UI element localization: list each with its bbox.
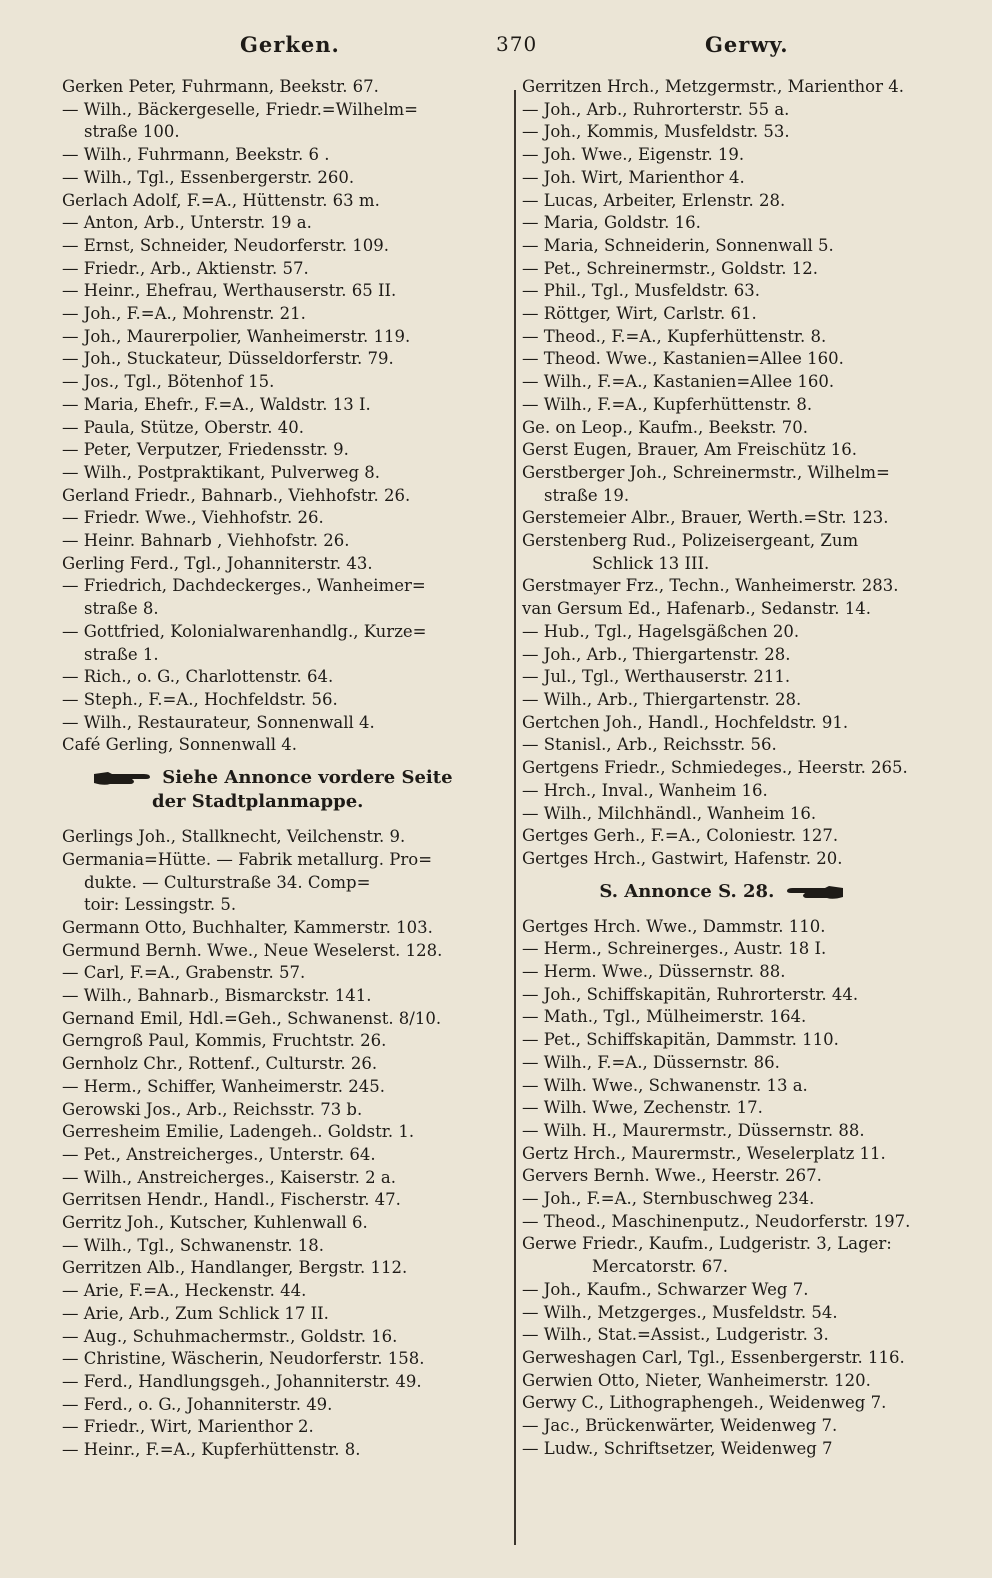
- directory-entry: Gerlings Joh., Stallknecht, Veilchenstr. 9.: [62, 827, 406, 847]
- directory-entry: — Wilh., Milchhändl., Wanheim 16.: [522, 803, 817, 823]
- directory-entry: Gerling Ferd., Tgl., Johanniterstr. 43.: [62, 553, 373, 573]
- directory-entry: Gertgens Friedr., Schmiedeges., Heerstr. 265.: [522, 758, 908, 778]
- directory-entry: Gerstenberg Rud., Polizeisergeant, Zum: [522, 531, 859, 551]
- pointing-hand-icon: [781, 882, 845, 902]
- directory-entry: — Joh., Kaufm., Schwarzer Weg 7.: [522, 1279, 809, 1299]
- right-entries-top: [522, 76, 962, 871]
- directory-entry: — Joh., Schiffskapitän, Ruhrorterstr. 44.: [522, 984, 859, 1004]
- directory-entry: — Joh., F.=A., Sternbuschweg 234.: [522, 1189, 815, 1209]
- directory-entry: — Hrch., Inval., Wanheim 16.: [522, 780, 768, 800]
- directory-entry: — Joh. Wirt, Marienthor 4.: [522, 167, 745, 187]
- directory-entry: — Heinr. Bahnarb , Viehhofstr. 26.: [62, 531, 350, 551]
- right-entries-bottom: [522, 916, 962, 1461]
- directory-entry: — Lucas, Arbeiter, Erlenstr. 28.: [522, 190, 786, 210]
- directory-entry: — Christine, Wäscherin, Neudorferstr. 158.: [62, 1349, 425, 1369]
- directory-entry: — Wilh., F.=A., Düssernstr. 86.: [522, 1052, 780, 1072]
- directory-entry: — Wilh., Restaurateur, Sonnenwall 4.: [62, 712, 375, 732]
- directory-entry: Gerstmayer Frz., Techn., Wanheimerstr. 283.: [522, 576, 899, 596]
- directory-entry: Café Gerling, Sonnenwall 4.: [62, 735, 298, 755]
- directory-entry: Gertchen Joh., Handl., Hochfeldstr. 91.: [522, 712, 849, 732]
- directory-entry: — Theod. Wwe., Kastanien=Allee 160.: [522, 349, 844, 369]
- directory-entry: Gerst Eugen, Brauer, Am Freischütz 16.: [522, 440, 858, 460]
- right-column: [522, 76, 962, 1460]
- directory-entry: — Herm. Wwe., Düssernstr. 88.: [522, 962, 786, 982]
- directory-entry: — Ludw., Schriftsetzer, Weidenweg 7: [522, 1438, 833, 1458]
- directory-entry: van Gersum Ed., Hafenarb., Sedanstr. 14.: [522, 599, 871, 619]
- directory-entry: — Wilh. Wwe, Zechenstr. 17.: [522, 1098, 763, 1118]
- directory-entry: Gervers Bernh. Wwe., Heerstr. 267.: [522, 1166, 822, 1186]
- directory-entry: — Wilh., Anstreicherges., Kaiserstr. 2 a.: [62, 1167, 396, 1187]
- left-entries-bottom: [62, 826, 502, 1462]
- directory-entry: — Joh., Stuckateur, Düsseldorferstr. 79.: [62, 349, 394, 369]
- directory-entry: — Phil., Tgl., Musfeldstr. 63.: [522, 281, 760, 301]
- directory-entry: — Wilh., Bahnarb., Bismarckstr. 141.: [62, 986, 372, 1006]
- directory-entry: — Joh., Arb., Thiergartenstr. 28.: [522, 644, 791, 664]
- page-number: 370: [496, 32, 538, 56]
- directory-entry: Gerwien Otto, Nieter, Wanheimerstr. 120.: [522, 1370, 871, 1390]
- directory-entry: — Pet., Schiffskapitän, Dammstr. 110.: [522, 1030, 839, 1050]
- directory-entry: — Joh. Wwe., Eigenstr. 19.: [522, 145, 745, 165]
- directory-entry: — Arie, Arb., Zum Schlick 17 II.: [62, 1303, 329, 1323]
- directory-entry: — Rich., o. G., Charlottenstr. 64.: [62, 667, 334, 687]
- directory-entry: — Herm., Schreinerges., Austr. 18 I.: [522, 939, 827, 959]
- directory-entry: straße 100.: [84, 122, 180, 142]
- directory-entry: — Wilh., F.=A., Kupferhüttenstr. 8.: [522, 394, 813, 414]
- directory-entry: Germund Bernh. Wwe., Neue Weselerst. 128.: [62, 940, 443, 960]
- directory-entry: Germania=Hütte. — Fabrik metallurg. Pro=: [62, 849, 433, 869]
- directory-entry: Gerritzen Hrch., Metzgermstr., Marienthor 4.: [522, 77, 904, 96]
- directory-entry: — Maria, Schneiderin, Sonnenwall 5.: [522, 235, 834, 255]
- directory-entry: — Wilh., Postpraktikant, Pulverweg 8.: [62, 462, 380, 482]
- directory-entry: Schlick 13 III.: [592, 553, 710, 573]
- directory-entry: — Wilh., Fuhrmann, Beekstr. 6 .: [62, 145, 330, 165]
- directory-entry: Gertz Hrch., Maurermstr., Weselerplatz 11.: [522, 1143, 886, 1163]
- left-entries-top: [62, 76, 502, 757]
- directory-entry: — Wilh., Bäckergeselle, Friedr.=Wilhelm=: [62, 99, 418, 119]
- directory-entry: — Wilh. Wwe., Schwanenstr. 13 a.: [522, 1075, 808, 1095]
- pointing-hand-icon: [92, 768, 156, 788]
- directory-entry: Gertges Hrch. Wwe., Dammstr. 110.: [522, 916, 826, 936]
- directory-entry: — Maria, Goldstr. 16.: [522, 213, 701, 233]
- directory-entry: — Peter, Verputzer, Friedensstr. 9.: [62, 440, 349, 460]
- directory-entry: — Pet., Anstreicherges., Unterstr. 64.: [62, 1144, 376, 1164]
- header-right-word: Gerwy.: [705, 32, 789, 57]
- directory-entry: — Wilh. H., Maurermstr., Düssernstr. 88.: [522, 1120, 865, 1140]
- directory-entry: — Ferd., Handlungsgeh., Johanniterstr. 49.: [62, 1371, 422, 1391]
- directory-entry: — Ernst, Schneider, Neudorferstr. 109.: [62, 235, 389, 255]
- directory-entry: straße 19.: [544, 485, 630, 505]
- directory-entry: Mercatorstr. 67.: [592, 1257, 728, 1277]
- directory-entry: Gerwy C., Lithographengeh., Weidenweg 7.: [522, 1393, 887, 1413]
- directory-entry: Gerritsen Hendr., Handl., Fischerstr. 47.: [62, 1190, 401, 1210]
- right-announcement: [522, 880, 962, 904]
- directory-entry: Gerlach Adolf, F.=A., Hüttenstr. 63 m.: [62, 190, 380, 210]
- directory-entry: — Aug., Schuhmachermstr., Goldstr. 16.: [62, 1326, 398, 1346]
- directory-entry: — Math., Tgl., Mülheimerstr. 164.: [522, 1007, 807, 1027]
- directory-entry: — Friedrich, Dachdeckerges., Wanheimer=: [62, 576, 426, 596]
- directory-entry: straße 8.: [84, 599, 159, 619]
- directory-entry: Gerritzen Alb., Handlanger, Bergstr. 112.: [62, 1258, 408, 1278]
- directory-entry: Ge. on Leop., Kaufm., Beekstr. 70.: [522, 417, 809, 437]
- directory-entry: — Wilh., Tgl., Essenbergerstr. 260.: [62, 167, 355, 187]
- directory-entry: — Arie, F.=A., Heckenstr. 44.: [62, 1281, 307, 1301]
- column-divider: [514, 90, 516, 1545]
- directory-entry: — Gottfried, Kolonialwarenhandlg., Kurze=: [62, 621, 427, 641]
- directory-entry: Gernholz Chr., Rottenf., Culturstr. 26.: [62, 1054, 378, 1074]
- directory-entry: — Jac., Brückenwärter, Weidenweg 7.: [522, 1416, 838, 1436]
- directory-entry: — Pet., Schreinermstr., Goldstr. 12.: [522, 258, 819, 278]
- header-left-word: Gerken.: [240, 32, 340, 57]
- directory-entry: Germann Otto, Buchhalter, Kammerstr. 103.: [62, 917, 433, 937]
- directory-entry: — Wilh., Arb., Thiergartenstr. 28.: [522, 689, 802, 709]
- directory-entry: — Hub., Tgl., Hagelsgäßchen 20.: [522, 621, 800, 641]
- directory-entry: — Friedr., Arb., Aktienstr. 57.: [62, 258, 309, 278]
- directory-entry: Gerritz Joh., Kutscher, Kuhlenwall 6.: [62, 1213, 368, 1233]
- directory-entry: — Joh., Arb., Ruhrorterstr. 55 a.: [522, 99, 790, 119]
- directory-entry: — Anton, Arb., Unterstr. 19 a.: [62, 213, 312, 233]
- directory-entry: Gertges Gerh., F.=A., Coloniestr. 127.: [522, 826, 839, 846]
- directory-entry: Gernand Emil, Hdl.=Geh., Schwanenst. 8/10.: [62, 1008, 442, 1028]
- directory-entry: — Jul., Tgl., Werthauserstr. 211.: [522, 667, 791, 687]
- directory-entry: dukte. — Culturstraße 34. Comp=: [84, 872, 371, 892]
- left-announcement-line2: der Stadtplanmappe.: [152, 791, 364, 813]
- directory-entry: Gerowski Jos., Arb., Reichsstr. 73 b.: [62, 1099, 363, 1119]
- directory-entry: — Heinr., Ehefrau, Werthauserstr. 65 II.: [62, 281, 397, 301]
- directory-entry: — Carl, F.=A., Grabenstr. 57.: [62, 963, 306, 983]
- left-announcement-line1: Siehe Annonce vordere Seite: [162, 767, 453, 789]
- directory-entry: Gertges Hrch., Gastwirt, Hafenstr. 20.: [522, 848, 843, 868]
- directory-entry: — Joh., Maurerpolier, Wanheimerstr. 119.: [62, 326, 411, 346]
- directory-entry: — Joh., Kommis, Musfeldstr. 53.: [522, 122, 790, 142]
- directory-entry: — Friedr. Wwe., Viehhofstr. 26.: [62, 508, 324, 528]
- directory-entry: — Friedr., Wirt, Marienthor 2.: [62, 1417, 314, 1437]
- directory-entry: straße 1.: [84, 644, 159, 664]
- directory-entry: — Jos., Tgl., Bötenhof 15.: [62, 372, 275, 392]
- directory-entry: — Herm., Schiffer, Wanheimerstr. 245.: [62, 1076, 386, 1096]
- directory-entry: Gerwe Friedr., Kaufm., Ludgeristr. 3, Lager:: [522, 1234, 892, 1254]
- directory-entry: — Theod., F.=A., Kupferhüttenstr. 8.: [522, 326, 827, 346]
- directory-entry: — Steph., F.=A., Hochfeldstr. 56.: [62, 689, 338, 709]
- directory-entry: — Wilh., Metzgerges., Musfeldstr. 54.: [522, 1302, 838, 1322]
- directory-entry: Gerstemeier Albr., Brauer, Werth.=Str. 123.: [522, 508, 889, 528]
- directory-entry: Gerresheim Emilie, Ladengeh.. Goldstr. 1.: [62, 1122, 415, 1142]
- directory-entry: toir: Lessingstr. 5.: [84, 895, 237, 915]
- directory-entry: — Maria, Ehefr., F.=A., Waldstr. 13 I.: [62, 394, 371, 414]
- directory-entry: — Wilh., Tgl., Schwanenstr. 18.: [62, 1235, 324, 1255]
- directory-entry: — Heinr., F.=A., Kupferhüttenstr. 8.: [62, 1440, 361, 1460]
- directory-entry: Gerweshagen Carl, Tgl., Essenbergerstr. 116.: [522, 1347, 905, 1367]
- directory-entry: Gerland Friedr., Bahnarb., Viehhofstr. 26.: [62, 485, 411, 505]
- directory-entry: Gerken Peter, Fuhrmann, Beekstr. 67.: [62, 77, 379, 96]
- directory-entry: — Ferd., o. G., Johanniterstr. 49.: [62, 1394, 333, 1414]
- left-column: [62, 76, 502, 1462]
- right-announcement-text: S. Annonce S. 28.: [599, 880, 775, 902]
- directory-entry: Gerstberger Joh., Schreinermstr., Wilhelm=: [522, 462, 890, 482]
- directory-entry: — Stanisl., Arb., Reichsstr. 56.: [522, 735, 777, 755]
- directory-entry: — Wilh., Stat.=Assist., Ludgeristr. 3.: [522, 1325, 829, 1345]
- directory-entry: — Theod., Maschinenputz., Neudorferstr. 197.: [522, 1211, 911, 1231]
- left-announcement: [62, 766, 502, 814]
- directory-entry: — Joh., F.=A., Mohrenstr. 21.: [62, 304, 306, 324]
- directory-entry: — Paula, Stütze, Oberstr. 40.: [62, 417, 304, 437]
- directory-entry: — Röttger, Wirt, Carlstr. 61.: [522, 304, 757, 324]
- directory-entry: Gerngroß Paul, Kommis, Fruchtstr. 26.: [62, 1031, 387, 1051]
- directory-entry: — Wilh., F.=A., Kastanien=Allee 160.: [522, 372, 835, 392]
